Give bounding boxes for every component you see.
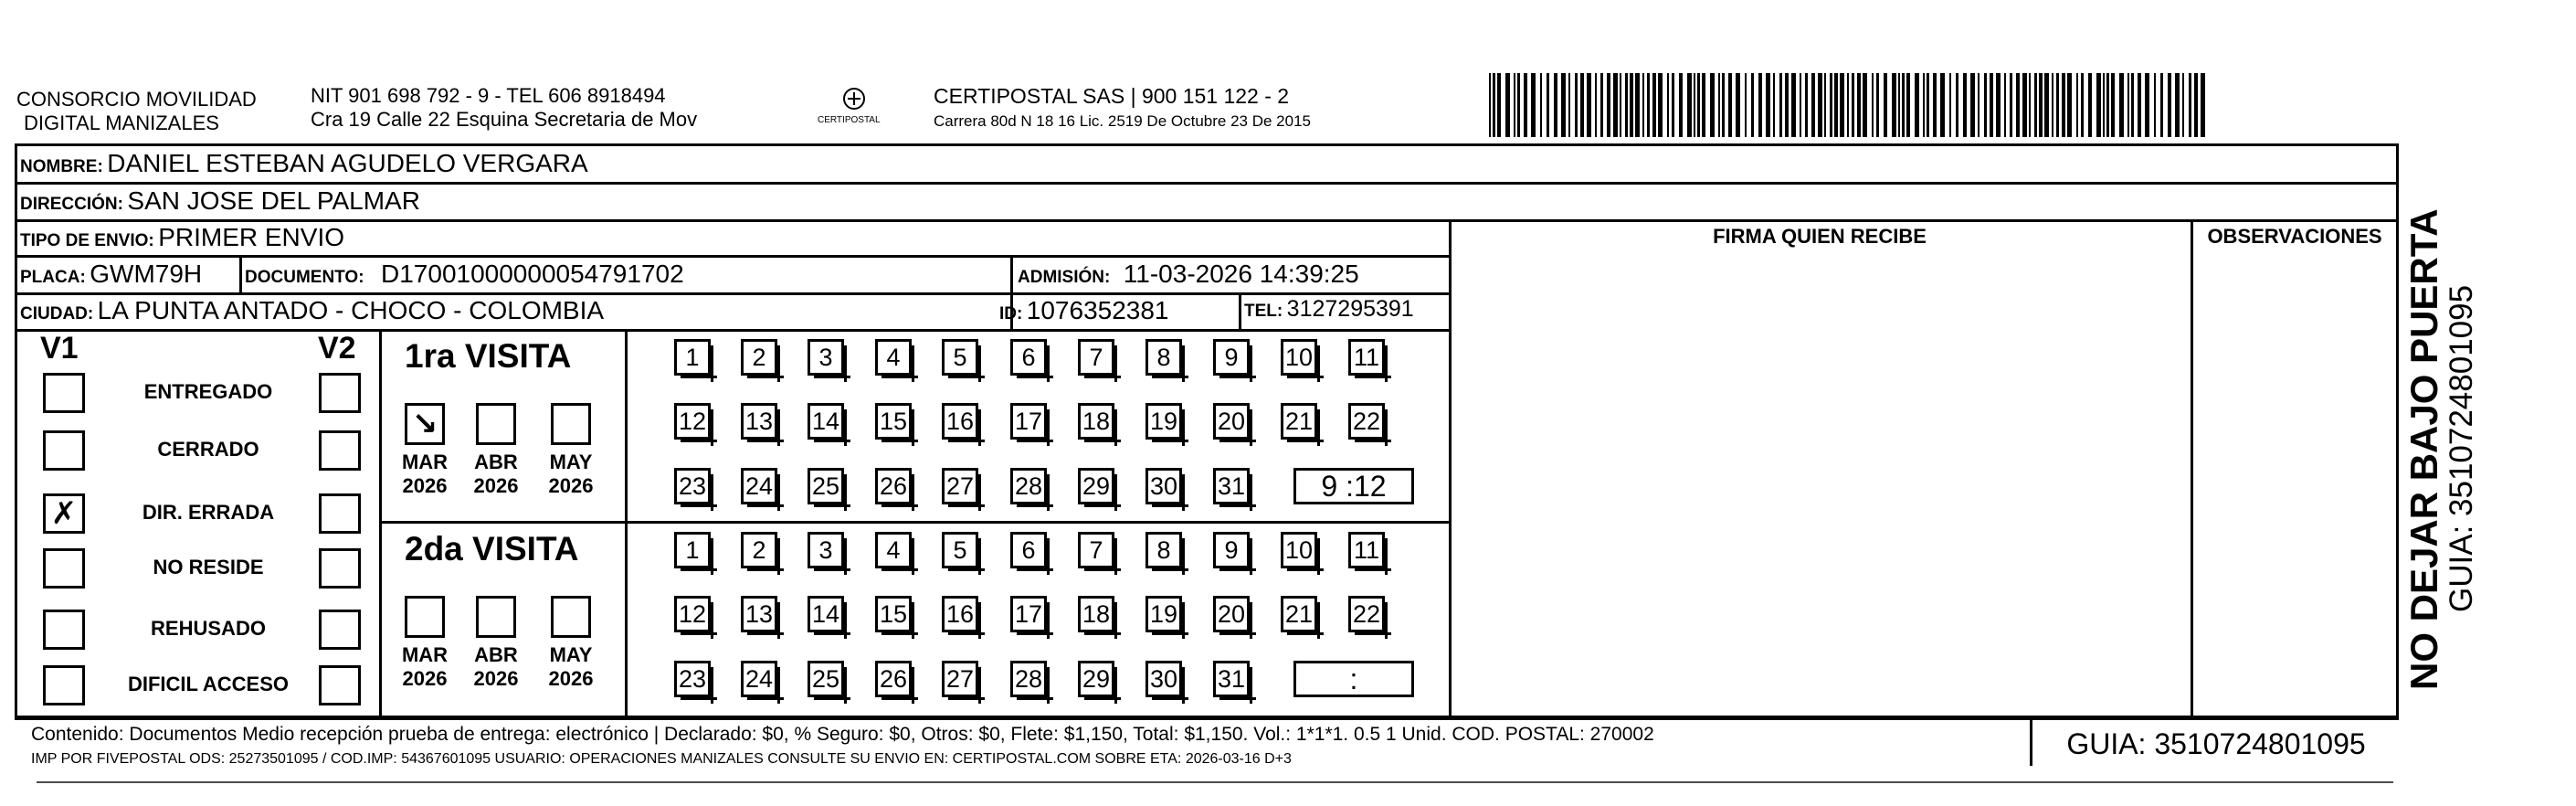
day-box[interactable]: 25 xyxy=(808,661,844,697)
barcode-icon xyxy=(1489,73,2211,137)
checkbox-mark xyxy=(46,433,82,468)
day-box[interactable]: 12 xyxy=(674,403,711,440)
day-box[interactable]: 2 xyxy=(741,339,777,376)
day-box[interactable]: 6 xyxy=(1010,532,1047,568)
day-box[interactable]: 27 xyxy=(942,468,978,504)
admision-value: 11-03-2026 14:39:25 xyxy=(1123,260,1359,288)
month-mark xyxy=(479,406,513,442)
day-box[interactable]: 11 xyxy=(1348,339,1385,376)
day-box[interactable]: 17 xyxy=(1010,403,1047,440)
status-v1-checkbox[interactable] xyxy=(43,373,85,413)
checkbox-mark xyxy=(46,612,82,647)
logo-text: CERTIPOSTAL xyxy=(818,115,881,125)
month-mark xyxy=(407,599,442,635)
day-box[interactable]: 15 xyxy=(875,596,912,632)
firma-label: FIRMA QUIEN RECIBE xyxy=(1713,225,1927,248)
month-mark xyxy=(479,599,513,635)
day-box[interactable]: 22 xyxy=(1348,596,1385,632)
visit-time[interactable]: 9 :12 xyxy=(1293,468,1414,504)
month-year: 2026 xyxy=(473,474,519,497)
status-v2-checkbox[interactable] xyxy=(319,610,361,650)
day-box[interactable]: 30 xyxy=(1145,661,1182,697)
day-box[interactable]: 2 xyxy=(741,532,777,568)
day-box[interactable]: 22 xyxy=(1348,403,1385,440)
company-line-1: CONSORCIO MOVILIDAD xyxy=(16,88,257,111)
month-checkbox[interactable] xyxy=(551,403,591,445)
day-box[interactable]: 3 xyxy=(808,339,844,376)
checkbox-mark xyxy=(46,551,82,586)
month-year: 2026 xyxy=(402,667,448,690)
day-box[interactable]: 1 xyxy=(674,339,711,376)
day-box[interactable]: 19 xyxy=(1145,403,1182,440)
admision-label: ADMISIÓN: xyxy=(1018,268,1111,287)
month-name: MAR xyxy=(401,451,449,473)
month-mark: ↘ xyxy=(411,406,438,442)
day-box[interactable]: 3 xyxy=(808,532,844,568)
day-box[interactable]: 5 xyxy=(942,339,978,376)
status-v1-checkbox[interactable] xyxy=(43,548,85,589)
company-line-2: DIGITAL MANIZALES xyxy=(24,111,219,134)
status-v2-checkbox[interactable] xyxy=(319,548,361,589)
month-name: MAY xyxy=(549,451,593,473)
day-box[interactable]: 26 xyxy=(875,661,912,697)
tipo-envio-value: PRIMER ENVIO xyxy=(158,223,345,251)
day-box[interactable]: 4 xyxy=(875,532,912,568)
signature-area[interactable] xyxy=(1452,258,2188,713)
month-name: MAY xyxy=(549,643,593,666)
day-box[interactable]: 30 xyxy=(1145,468,1182,504)
day-box[interactable]: 9 xyxy=(1213,532,1250,568)
month-label xyxy=(464,643,528,691)
nombre-value: DANIEL ESTEBAN AGUDELO VERGARA xyxy=(107,149,588,177)
id-value: 1076352381 xyxy=(1026,296,1169,324)
id-row xyxy=(999,296,1169,325)
day-box[interactable]: 29 xyxy=(1078,468,1114,504)
certipostal-logo xyxy=(813,82,895,137)
tipo-envio-row xyxy=(20,223,344,252)
status-v1-checkbox[interactable] xyxy=(43,610,85,650)
observations-area[interactable] xyxy=(2194,258,2397,713)
day-box[interactable]: 6 xyxy=(1010,339,1047,376)
ciudad-row xyxy=(20,296,604,325)
status-label: DIFICIL ACCESO xyxy=(127,673,289,695)
direccion-row xyxy=(20,186,420,216)
documento-value: D17001000000054791702 xyxy=(381,260,684,288)
placa-label: PLACA: xyxy=(20,268,86,287)
day-box[interactable]: 13 xyxy=(741,403,777,440)
checkbox-mark xyxy=(322,668,358,703)
status-label: CERRADO xyxy=(157,438,259,461)
month-mark xyxy=(554,406,588,442)
day-box[interactable]: 28 xyxy=(1010,468,1047,504)
certipostal-info xyxy=(934,84,1311,131)
v2-label: V2 xyxy=(318,331,356,366)
ciudad-value: LA PUNTA ANTADO - CHOCO - COLOMBIA xyxy=(97,296,605,324)
month-checkbox[interactable] xyxy=(405,596,445,638)
month-year: 2026 xyxy=(548,667,594,690)
day-box[interactable]: 10 xyxy=(1281,339,1317,376)
month-label xyxy=(393,643,457,691)
month-name: MAR xyxy=(401,643,449,666)
day-box[interactable]: 24 xyxy=(741,468,777,504)
day-box[interactable]: 26 xyxy=(875,468,912,504)
day-box[interactable]: 21 xyxy=(1281,403,1317,440)
tel-value: 3127295391 xyxy=(1286,296,1414,322)
checkbox-mark xyxy=(322,376,358,410)
month-checkbox[interactable] xyxy=(476,596,516,638)
checkbox-mark: ✗ xyxy=(50,495,78,532)
nombre-row xyxy=(20,149,588,178)
month-checkbox[interactable] xyxy=(551,596,591,638)
tel-row xyxy=(1244,296,1414,323)
month-year: 2026 xyxy=(548,474,594,497)
day-box[interactable]: 4 xyxy=(875,339,912,376)
status-v1-checkbox[interactable] xyxy=(43,493,85,534)
day-box[interactable]: 25 xyxy=(808,468,844,504)
day-box[interactable]: 19 xyxy=(1145,596,1182,632)
checkbox-mark xyxy=(46,376,82,410)
checkbox-mark xyxy=(322,551,358,586)
day-box[interactable]: 20 xyxy=(1213,403,1250,440)
day-box[interactable]: 18 xyxy=(1078,596,1114,632)
v1-label: V1 xyxy=(40,331,79,366)
day-box[interactable]: 9 xyxy=(1213,339,1250,376)
status-label: ENTREGADO xyxy=(143,380,273,403)
day-box[interactable]: 7 xyxy=(1078,532,1114,568)
tipo-envio-label: TIPO DE ENVIO: xyxy=(20,231,154,250)
documento-label: DOCUMENTO: xyxy=(245,268,364,287)
nit-line-1: NIT 901 698 792 - 9 - TEL 606 8918494 xyxy=(311,84,666,107)
status-label: NO RESIDE xyxy=(153,556,264,578)
month-label xyxy=(539,451,603,498)
nit-line-2: Cra 19 Calle 22 Esquina Secretaria de Mov xyxy=(311,108,698,131)
nit-block xyxy=(311,84,697,132)
day-box[interactable]: 12 xyxy=(674,596,711,632)
day-box[interactable]: 23 xyxy=(674,661,711,697)
checkbox-mark xyxy=(46,668,82,703)
day-box[interactable]: 27 xyxy=(942,661,978,697)
day-box[interactable]: 29 xyxy=(1078,661,1114,697)
placa-row xyxy=(20,260,202,289)
status-v1-checkbox[interactable] xyxy=(43,665,85,705)
id-label: ID: xyxy=(999,304,1023,323)
direccion-value: SAN JOSE DEL PALMAR xyxy=(127,186,420,215)
day-box[interactable]: 14 xyxy=(808,596,844,632)
footer-content-line: Contenido: Documentos Medio recepción prueba de entrega: electrónico | Declarado: $0, % Seguro: $0, Otros: $0, Flete: $1,150, Total: $1,150. Vol.: 1*1*1. 0.5 1 Unid. COD. POSTAL: 270002 xyxy=(31,724,1654,745)
status-v2-checkbox[interactable] xyxy=(319,373,361,413)
certipostal-line-1: CERTIPOSTAL SAS | 900 151 122 - 2 xyxy=(934,84,1290,108)
status-label: DIR. ERRADA xyxy=(142,501,275,524)
day-box[interactable]: 15 xyxy=(875,403,912,440)
month-label xyxy=(539,643,603,691)
day-box[interactable]: 13 xyxy=(741,596,777,632)
tel-label: TEL: xyxy=(1244,302,1283,321)
placa-value: GWM79H xyxy=(90,260,203,288)
status-v2-checkbox[interactable] xyxy=(319,430,361,471)
side-warning: NO DEJAR BAJO PUERTA xyxy=(2402,208,2445,690)
month-checkbox[interactable] xyxy=(476,403,516,445)
checkbox-mark xyxy=(322,612,358,647)
day-box[interactable]: 31 xyxy=(1213,468,1250,504)
status-v1-checkbox[interactable] xyxy=(43,430,85,471)
month-label xyxy=(464,451,528,498)
day-box[interactable]: 23 xyxy=(674,468,711,504)
day-box[interactable]: 5 xyxy=(942,532,978,568)
month-name: ABR xyxy=(474,643,518,666)
checkbox-mark xyxy=(322,496,358,531)
certipostal-line-2: Carrera 80d N 18 16 Lic. 2519 De Octubre 23 De 2015 xyxy=(934,112,1311,130)
month-label xyxy=(393,451,457,498)
day-box[interactable]: 24 xyxy=(741,661,777,697)
checkbox-mark xyxy=(322,433,358,468)
day-box[interactable]: 17 xyxy=(1010,596,1047,632)
documento-row xyxy=(245,260,684,289)
day-box[interactable]: 21 xyxy=(1281,596,1317,632)
day-box[interactable]: 10 xyxy=(1281,532,1317,568)
visit-title: 2da VISITA xyxy=(405,530,579,567)
visit-time[interactable]: : xyxy=(1293,661,1414,697)
direccion-label: DIRECCIÓN: xyxy=(20,195,123,214)
month-year: 2026 xyxy=(402,474,448,497)
admision-row xyxy=(1018,260,1359,289)
day-box[interactable]: 16 xyxy=(942,596,978,632)
visit-title: 1ra VISITA xyxy=(405,337,572,375)
month-name: ABR xyxy=(474,451,518,473)
company-name xyxy=(16,88,257,135)
day-box[interactable]: 1 xyxy=(674,532,711,568)
footer-guia: GUIA: 3510724801095 xyxy=(2066,727,2366,760)
observaciones-label: OBSERVACIONES xyxy=(2207,225,2382,248)
day-box[interactable]: 28 xyxy=(1010,661,1047,697)
status-v2-checkbox[interactable] xyxy=(319,665,361,705)
ciudad-label: CIUDAD: xyxy=(20,304,94,323)
side-guia: GUIA: 3510724801095 xyxy=(2444,284,2479,612)
day-box[interactable]: 18 xyxy=(1078,403,1114,440)
status-v2-checkbox[interactable] xyxy=(319,493,361,534)
footer-print-line: IMP POR FIVEPOSTAL ODS: 25273501095 / COD.IMP: 54367601095 USUARIO: OPERACIONES MANIZALES CONSULTE SU ENVIO EN: CERTIPOSTAL.COM SOBRE ETA: 2026-03-16 D+3 xyxy=(31,751,1292,767)
nombre-label: NOMBRE: xyxy=(20,157,103,176)
month-mark xyxy=(554,599,588,635)
day-box[interactable]: 11 xyxy=(1348,532,1385,568)
day-box[interactable]: 14 xyxy=(808,403,844,440)
day-box[interactable]: 31 xyxy=(1213,661,1250,697)
day-box[interactable]: 8 xyxy=(1145,532,1182,568)
day-box[interactable]: 8 xyxy=(1145,339,1182,376)
month-checkbox[interactable] xyxy=(405,403,445,445)
day-box[interactable]: 7 xyxy=(1078,339,1114,376)
day-box[interactable]: 16 xyxy=(942,403,978,440)
month-year: 2026 xyxy=(473,667,519,690)
status-label: REHUSADO xyxy=(151,617,266,640)
day-box[interactable]: 20 xyxy=(1213,596,1250,632)
